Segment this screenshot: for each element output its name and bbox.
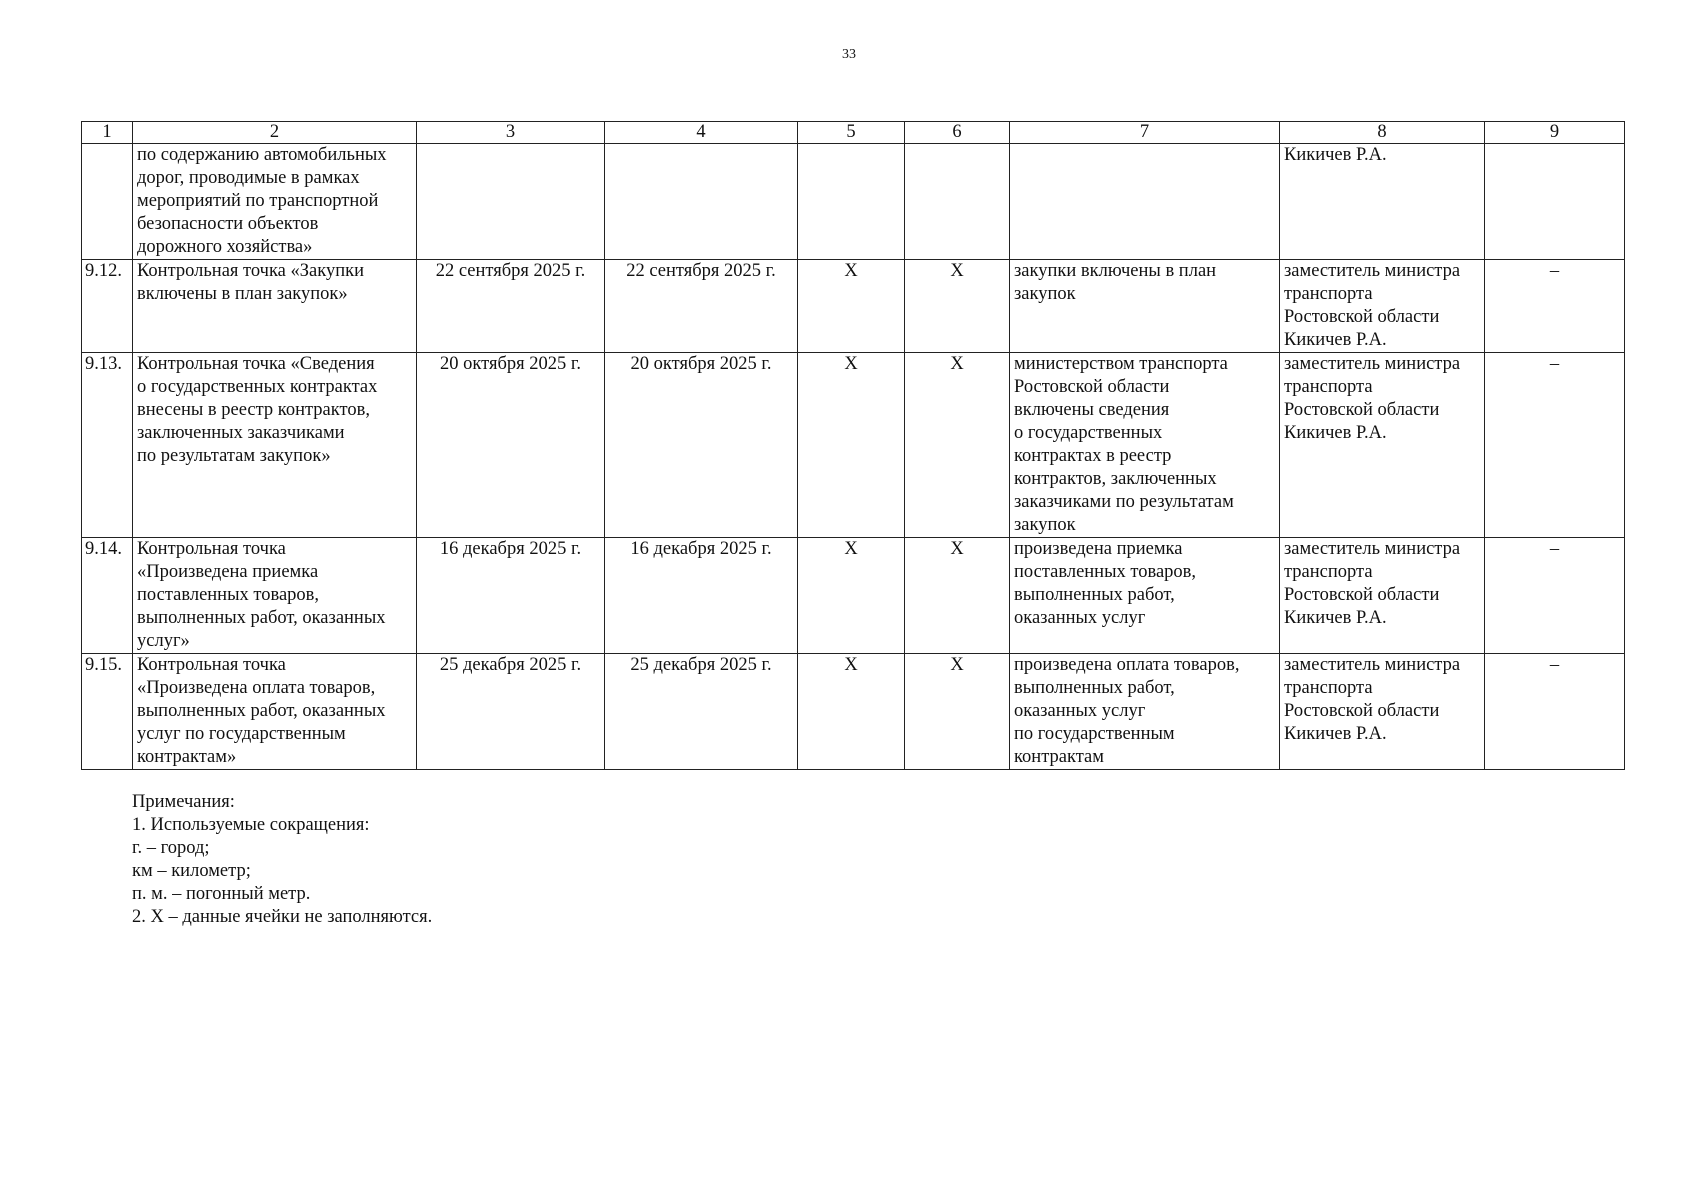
end-date: 25 декабря 2025 г. (605, 654, 798, 770)
result-description: произведена оплата товаров, выполненных работ, оказанных услуг по государственным контрактам (1010, 654, 1280, 770)
responsible-person: заместитель министра транспорта Ростовской области Кикичев Р.А. (1280, 654, 1485, 770)
page-number: 33 (842, 47, 856, 62)
column-number: 3 (417, 122, 605, 144)
start-date: 25 декабря 2025 г. (417, 654, 605, 770)
start-date: 16 декабря 2025 г. (417, 538, 605, 654)
column-number: 6 (905, 122, 1010, 144)
column-5-value: Х (798, 353, 905, 538)
row-number: 9.14. (82, 538, 133, 654)
responsible-person: заместитель министра транспорта Ростовской области Кикичев Р.А. (1280, 538, 1485, 654)
column-9-value: – (1485, 538, 1625, 654)
column-6-value: Х (905, 353, 1010, 538)
event-name: Контрольная точка «Произведена приемка поставленных товаров, выполненных работ, оказанных услуг» (133, 538, 417, 654)
control-points-table (81, 121, 1625, 770)
column-9-value: – (1485, 654, 1625, 770)
table-row (82, 353, 1625, 538)
column-5-value: Х (798, 260, 905, 353)
column-6-value: Х (905, 538, 1010, 654)
column-number: 8 (1280, 122, 1485, 144)
note-line: г. – город; (132, 838, 210, 858)
row-number: 9.13. (82, 353, 133, 538)
column-5-value: Х (798, 654, 905, 770)
responsible-person: заместитель министра транспорта Ростовской области Кикичев Р.А. (1280, 260, 1485, 353)
table-row (82, 144, 1625, 260)
table-row (82, 654, 1625, 770)
responsible-person: заместитель министра транспорта Ростовской области Кикичев Р.А. (1280, 353, 1485, 538)
column-9-value (1485, 144, 1625, 260)
note-line: п. м. – погонный метр. (132, 884, 311, 904)
note-line: 2. Х – данные ячейки не заполняются. (132, 907, 433, 927)
column-6-value: Х (905, 260, 1010, 353)
result-description: произведена приемка поставленных товаров, выполненных работ, оказанных услуг (1010, 538, 1280, 654)
column-6-value (905, 144, 1010, 260)
table-row (82, 260, 1625, 353)
result-description: закупки включены в план закупок (1010, 260, 1280, 353)
column-number: 4 (605, 122, 798, 144)
column-9-value: – (1485, 353, 1625, 538)
end-date: 22 сентября 2025 г. (605, 260, 798, 353)
end-date: 20 октября 2025 г. (605, 353, 798, 538)
column-6-value: Х (905, 654, 1010, 770)
column-9-value: – (1485, 260, 1625, 353)
notes-section (132, 791, 432, 929)
start-date: 20 октября 2025 г. (417, 353, 605, 538)
notes-title: Примечания: (132, 792, 235, 812)
column-5-value (798, 144, 905, 260)
responsible-person: Кикичев Р.А. (1280, 144, 1485, 260)
table-row (82, 538, 1625, 654)
column-number: 2 (133, 122, 417, 144)
column-number: 7 (1010, 122, 1280, 144)
start-date (417, 144, 605, 260)
column-number-row (82, 122, 1625, 144)
column-number: 5 (798, 122, 905, 144)
start-date: 22 сентября 2025 г. (417, 260, 605, 353)
column-number: 1 (82, 122, 133, 144)
event-name: по содержанию автомобильных дорог, проводимые в рамках мероприятий по транспортной безопасности объектов дорожного хозяйства» (133, 144, 417, 260)
column-number: 9 (1485, 122, 1625, 144)
note-line: 1. Используемые сокращения: (132, 815, 370, 835)
event-name: Контрольная точка «Закупки включены в план закупок» (133, 260, 417, 353)
row-number: 9.12. (82, 260, 133, 353)
event-name: Контрольная точка «Произведена оплата товаров, выполненных работ, оказанных услуг по государственным контрактам» (133, 654, 417, 770)
result-description (1010, 144, 1280, 260)
end-date: 16 декабря 2025 г. (605, 538, 798, 654)
row-number: 9.15. (82, 654, 133, 770)
row-number (82, 144, 133, 260)
event-name: Контрольная точка «Сведения о государственных контрактах внесены в реестр контрактов, заключенных заказчиками по результатам закупок» (133, 353, 417, 538)
end-date (605, 144, 798, 260)
column-5-value: Х (798, 538, 905, 654)
result-description: министерством транспорта Ростовской области включены сведения о государственных контрактах в реестр контрактов, заключенных заказчиками по результатам закупок (1010, 353, 1280, 538)
note-line: км – километр; (132, 861, 251, 881)
